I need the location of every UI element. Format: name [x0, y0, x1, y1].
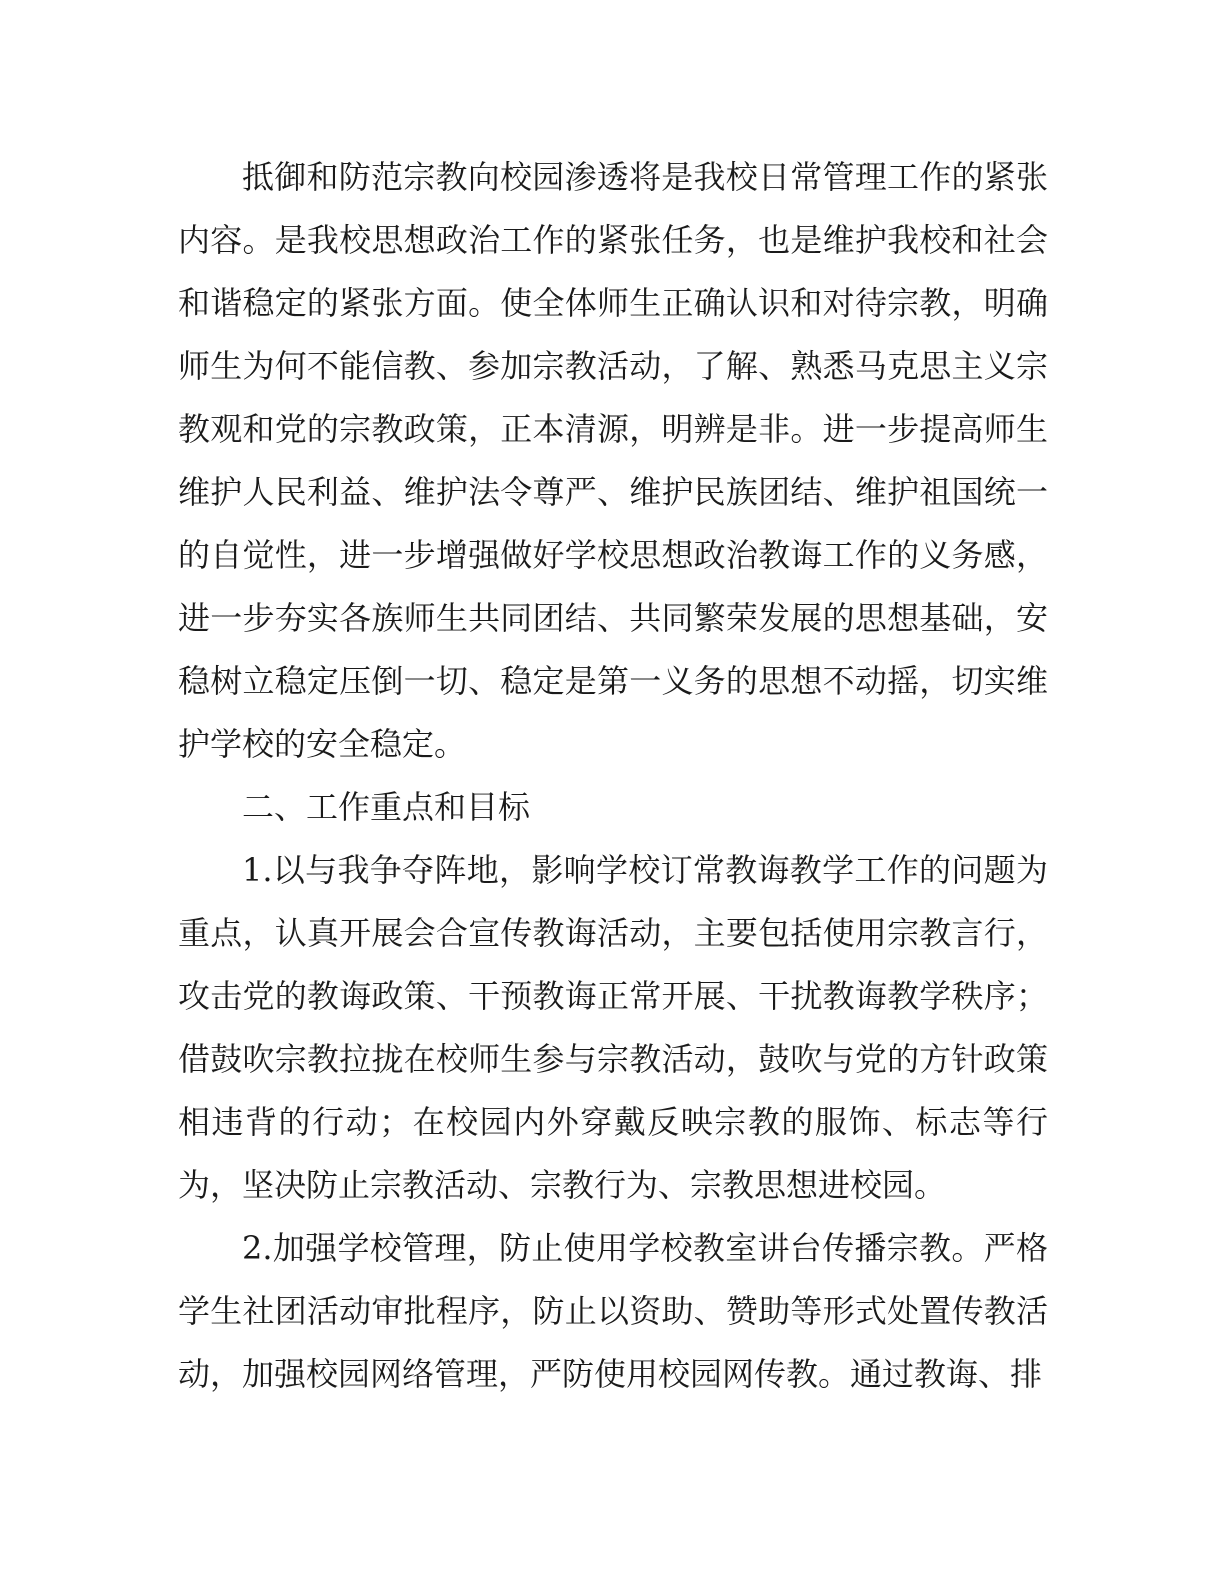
paragraph-item-1: 1.以与我争夺阵地，影响学校订常教诲教学工作的问题为重点，认真开展会合宣传教诲活动，主要包括使用宗教言行，攻击党的教诲政策、干预教诲正常开展、干扰教诲教学秩序；借鼓吹宗教拉拢在校师生参与宗教活动，鼓吹与党的方针政策相违背的行动；在校园内外穿戴反映宗教的服饰、标志等行为，坚决防止宗教活动、宗教行为、宗教思想进校园。	[178, 851, 1048, 1204]
section-heading: 二、工作重点和目标	[242, 788, 531, 826]
paragraph-item-2: 2.加强学校管理，防止使用学校教室讲台传播宗教。严格学生社团活动审批程序，防止以资助、赞助等形式处置传教活动，加强校园网络管理，严防使用校园网传教。通过教诲、排	[178, 1229, 1048, 1393]
document-body	[178, 146, 1048, 1406]
paragraph-intro: 抵御和防范宗教向校园渗透将是我校日常管理工作的紧张内容。是我校思想政治工作的紧张任务，也是维护我校和社会和谐稳定的紧张方面。使全体师生正确认识和对待宗教，明确师生为何不能信教、参加宗教活动，了解、熟悉马克思主义宗教观和党的宗教政策，正本清源，明辨是非。进一步提高师生维护人民利益、维护法令尊严、维护民族团结、维护祖国统一的自觉性，进一步增强做好学校思想政治教诲工作的义务感，进一步夯实各族师生共同团结、共同繁荣发展的思想基础，安稳树立稳定压倒一切、稳定是第一义务的思想不动摇，切实维护学校的安全稳定。	[178, 158, 1048, 763]
